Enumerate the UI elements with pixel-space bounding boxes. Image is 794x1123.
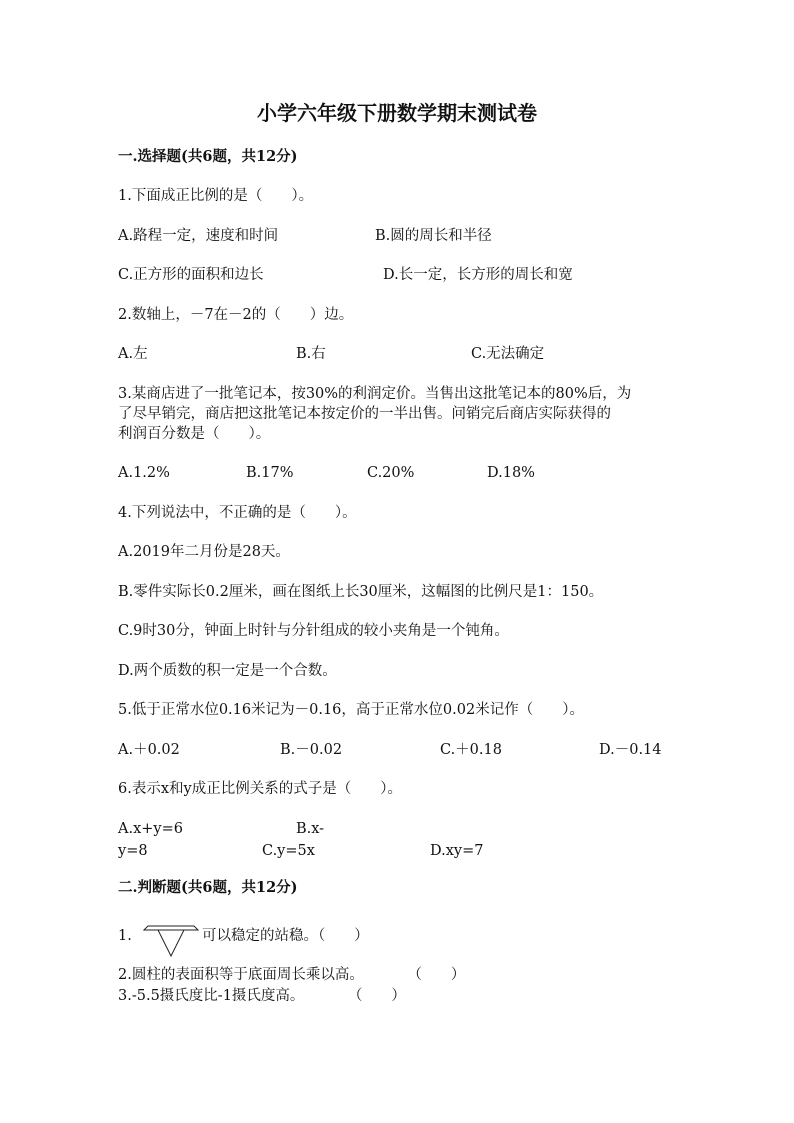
section-heading-judge: 二.判断题(共6题，共12分) (118, 879, 298, 896)
question-2-option-a: A.左 (118, 346, 148, 362)
question-4-option-a: A.2019年二月份是28天。 (118, 544, 290, 560)
question-6-stem: 6.表示x和y成正比例关系的式子是（ ）。 (118, 781, 402, 797)
question-6-option-d: D.xy=7 (430, 843, 484, 859)
question-1-stem: 1.下面成正比例的是（ ）。 (118, 188, 314, 204)
question-4-option-b: B.零件实际长0.2厘米，画在图纸上长30厘米，这幅图的比例尺是1：150。 (118, 584, 604, 600)
judge-3-text: 3.-5.5摄氏度比-1摄氏度高。 （ ） (118, 988, 406, 1004)
question-1-option-b: B.圆的周长和半径 (375, 228, 492, 244)
question-5-option-a: A.＋0.02 (118, 742, 180, 758)
question-6-option-b-part-2: y=8 (118, 843, 148, 859)
judge-2-text: 2.圆柱的表面积等于底面周长乘以高。 （ ） (118, 967, 466, 983)
section-heading-choice: 一.选择题(共6题，共12分) (118, 148, 298, 165)
question-4-option-c: C.9时30分，钟面上时针与分针组成的较小夹角是一个钝角。 (118, 623, 509, 639)
question-5-option-d: D.－0.14 (599, 742, 662, 758)
question-6-option-b-part-1: B.x- (296, 821, 325, 837)
question-3-option-b: B.17% (246, 465, 294, 481)
question-1-option-a: A.路程一定，速度和时间 (118, 228, 279, 244)
question-3-stem-line-2: 了尽早销完，商店把这批笔记本按定价的一半出售。问销完后商店实际获得的 (118, 406, 611, 422)
question-3-stem-line-1: 3.某商店进了一批笔记本，按30%的利润定价。当售出这批笔记本的80%后，为 (118, 386, 632, 402)
judge-1-text: 可以稳定的站稳。（ ） (202, 928, 369, 944)
question-1-option-c: C.正方形的面积和边长 (118, 267, 264, 283)
question-1-option-d: D.长一定，长方形的周长和宽 (383, 267, 573, 283)
judge-1-number: 1. (118, 928, 132, 944)
inverted-cone-table-figure (143, 922, 199, 958)
question-3-option-d: D.18% (487, 465, 535, 481)
question-3-stem-line-3: 利润百分数是（ ）。 (118, 426, 271, 442)
question-6-option-a: A.x+y=6 (118, 821, 183, 837)
question-5-option-c: C.＋0.18 (440, 742, 502, 758)
question-5-stem: 5.低于正常水位0.16米记为－0.16，高于正常水位0.02米记作（ ）。 (118, 702, 584, 718)
page-title: 小学六年级下册数学期末测试卷 (257, 101, 537, 125)
question-6-option-c: C.y=5x (262, 843, 315, 859)
question-2-option-c: C.无法确定 (471, 346, 545, 362)
question-2-stem: 2.数轴上，－7在－2的（ ）边。 (118, 307, 354, 323)
question-5-option-b: B.－0.02 (280, 742, 343, 758)
question-3-option-c: C.20% (367, 465, 415, 481)
question-3-option-a: A.1.2% (118, 465, 170, 481)
question-4-stem: 4.下列说法中，不正确的是（ ）。 (118, 505, 357, 521)
question-2-option-b: B.右 (296, 346, 326, 362)
question-4-option-d: D.两个质数的积一定是一个合数。 (118, 663, 337, 679)
